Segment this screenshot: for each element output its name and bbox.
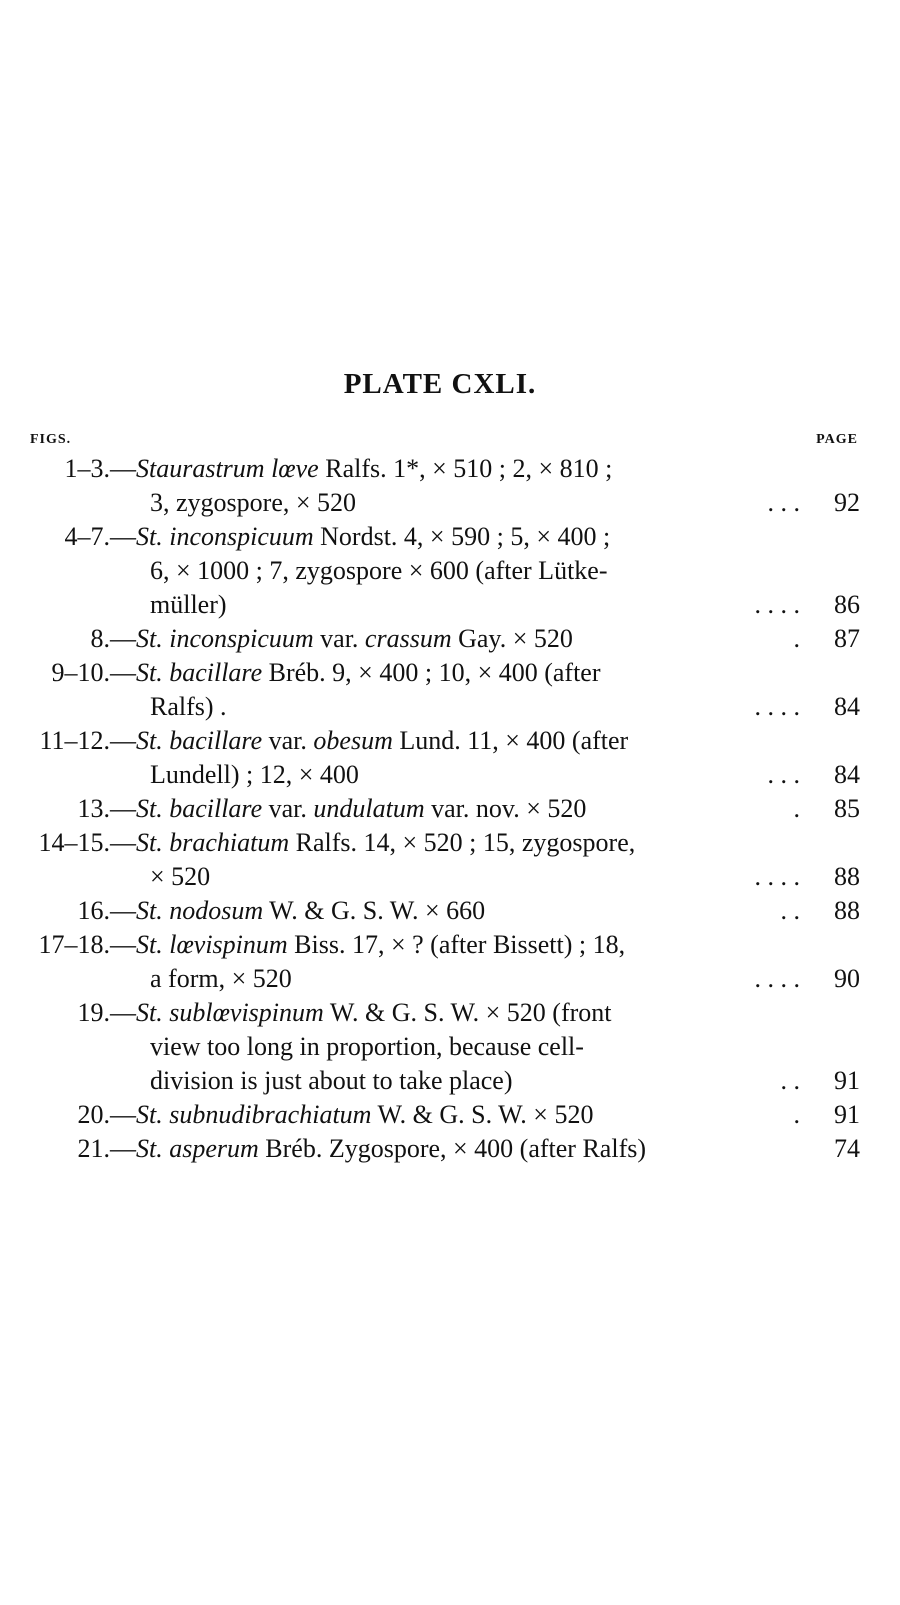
species-name: St. inconspicuum — [136, 624, 314, 653]
species-name: St. subnudibrachiatum — [136, 1100, 372, 1129]
entry-text: 3, zygospore, × 520 — [150, 488, 357, 517]
figure-entry-line — [0, 860, 900, 894]
species-name: Staurastrum lœve — [136, 454, 319, 483]
species-name: St. inconspicuum — [136, 522, 314, 551]
entry-text: division is just about to take place) — [150, 1066, 513, 1095]
figure-number: 14–15.— — [38, 828, 136, 857]
figure-entry-line — [0, 962, 900, 996]
figure-entry-line — [0, 1098, 900, 1132]
figure-entry-line — [0, 520, 900, 554]
species-name: St. bacillare — [136, 794, 263, 823]
figure-entry-line — [0, 588, 900, 622]
leader-dots: . . . . — [754, 692, 800, 721]
figure-entry-line — [0, 1030, 900, 1064]
page-number: 92 — [834, 488, 860, 517]
figure-list — [0, 452, 900, 1166]
entry-text: St. subnudibrachiatum W. & G. S. W. × 520 — [136, 1100, 594, 1129]
entry-text: a form, × 520 — [150, 964, 292, 993]
page-number: 85 — [834, 794, 860, 823]
figure-number: 19.— — [77, 998, 136, 1027]
entry-text: St. asperum Bréb. Zygospore, × 400 (after Ralfs) — [136, 1134, 647, 1163]
variety-name: undulatum — [313, 794, 425, 823]
species-name: St. nodosum — [136, 896, 264, 925]
figure-entry-line — [0, 1064, 900, 1098]
figure-number: 1–3.— — [64, 454, 136, 483]
species-name: St. asperum — [136, 1134, 259, 1163]
entry-text: Staurastrum lœve Ralfs. 1*, × 510 ; 2, × 810 ; — [136, 454, 613, 483]
figure-number: 17–18.— — [38, 930, 136, 959]
species-name: St. bacillare — [136, 658, 263, 687]
figure-number: 21.— — [77, 1134, 136, 1163]
entry-text: 6, × 1000 ; 7, zygospore × 600 (after Lütke- — [150, 556, 608, 585]
figure-number: 16.— — [77, 896, 136, 925]
leader-dots: . . — [780, 896, 800, 925]
species-name: St. lœvispinum — [136, 930, 288, 959]
page-number: 86 — [834, 590, 860, 619]
entry-text: × 520 — [150, 862, 211, 891]
species-name: St. brachiatum — [136, 828, 290, 857]
plate-title: PLATE CXLI. — [343, 368, 537, 400]
figure-entry-line — [0, 486, 900, 520]
figure-entry-line — [0, 758, 900, 792]
page-number: 84 — [834, 760, 860, 789]
entry-text: St. inconspicuum var. crassum Gay. × 520 — [136, 624, 573, 653]
figure-entry-line — [0, 554, 900, 588]
leader-dots: . . . . — [754, 964, 800, 993]
entry-text: St. inconspicuum Nordst. 4, × 590 ; 5, × 400 ; — [136, 522, 611, 551]
figure-entry-line — [0, 690, 900, 724]
figure-number: 13.— — [77, 794, 136, 823]
page-number: 87 — [834, 624, 860, 653]
page-number: 84 — [834, 692, 860, 721]
leader-dots: . . . . — [754, 590, 800, 619]
entry-text: Lundell) ; 12, × 400 — [150, 760, 359, 789]
figure-entry-line — [0, 792, 900, 826]
figure-entry-line — [0, 724, 900, 758]
leader-dots: . — [793, 794, 800, 823]
figure-number: 11–12.— — [39, 726, 136, 755]
species-name: St. bacillare — [136, 726, 263, 755]
leader-dots: . . . — [767, 488, 800, 517]
page-number: 90 — [834, 964, 860, 993]
entry-text: müller) — [150, 590, 227, 619]
figure-entry-line — [0, 622, 900, 656]
species-name: St. sublœvispinum — [136, 998, 324, 1027]
entry-text: St. lœvispinum Biss. 17, × ? (after Bissett) ; 18, — [136, 930, 626, 959]
entry-text: St. bacillare Bréb. 9, × 400 ; 10, × 400 (after — [136, 658, 601, 687]
entry-text: Ralfs) . — [150, 692, 227, 721]
entry-text: St. nodosum W. & G. S. W. × 660 — [136, 896, 486, 925]
figure-entry-line — [0, 928, 900, 962]
figure-entry-line — [0, 826, 900, 860]
variety-name: crassum — [364, 624, 452, 653]
page-header: PAGE — [816, 432, 858, 447]
page-number: 88 — [834, 862, 860, 891]
figure-number: 9–10.— — [51, 658, 136, 687]
entry-text: St. bacillare var. undulatum var. nov. × 520 — [136, 794, 587, 823]
figure-entry-line — [0, 894, 900, 928]
page-number: 91 — [834, 1066, 860, 1095]
figs-header: FIGS. — [30, 432, 72, 447]
figure-number: 4–7.— — [64, 522, 136, 551]
leader-dots: . — [793, 624, 800, 653]
entry-text: St. bacillare var. obesum Lund. 11, × 400 (after — [136, 726, 629, 755]
page-number: 91 — [834, 1100, 860, 1129]
figure-entry-line — [0, 452, 900, 486]
leader-dots: . . . . — [754, 862, 800, 891]
page-number: 74 — [834, 1134, 860, 1163]
figure-number: 8.— — [90, 624, 136, 653]
leader-dots: . . — [780, 1066, 800, 1095]
leader-dots: . — [793, 1100, 800, 1129]
leader-dots: . . . — [767, 760, 800, 789]
entry-text: St. brachiatum Ralfs. 14, × 520 ; 15, zygospore, — [136, 828, 636, 857]
entry-text: St. sublœvispinum W. & G. S. W. × 520 (front — [136, 998, 612, 1027]
figure-entry-line — [0, 996, 900, 1030]
variety-name: obesum — [313, 726, 393, 755]
figure-entry-line — [0, 1132, 900, 1166]
entry-text: view too long in proportion, because cell- — [150, 1032, 584, 1061]
page-number: 88 — [834, 896, 860, 925]
figure-number: 20.— — [77, 1100, 136, 1129]
figure-entry-line — [0, 656, 900, 690]
